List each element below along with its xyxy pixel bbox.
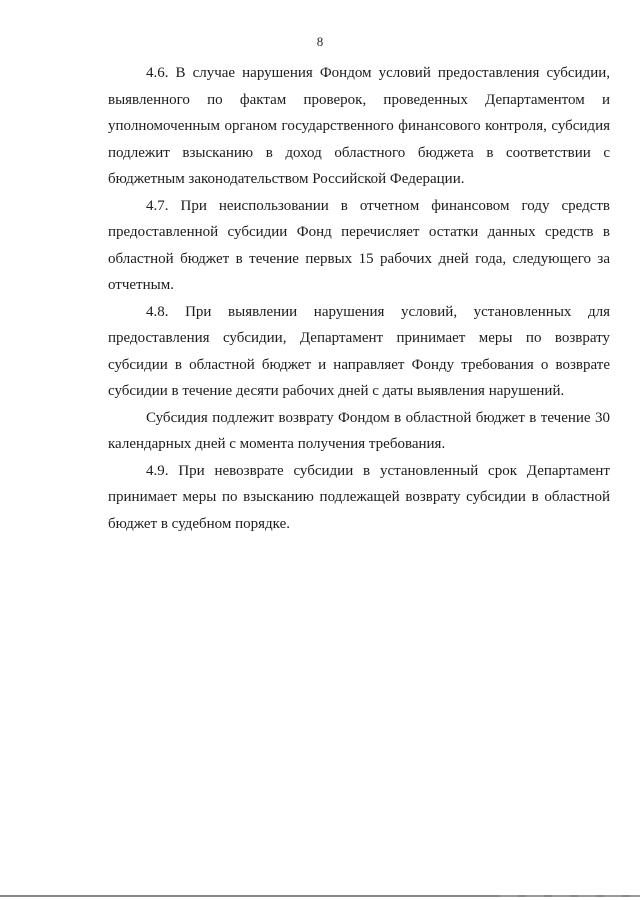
paragraph-4-7: 4.7. При неиспользовании в отчетном финансовом году средств предоставленной субсидии Фонд перечисляет остатки данных средств в областной бюджет в течение первых 15 рабочих дней года, следующего за отчетным.: [108, 197, 610, 293]
page-number: 8: [316, 34, 324, 49]
document-body: [108, 60, 610, 537]
paragraph-4-6: 4.6. В случае нарушения Фондом условий предоставления субсидии, выявленного по фактам проверок, проведенных Департаментом и уполномоченным органом государственного финансового контроля, субсидия подлежит взысканию в доход областного бюджета в соответствии с бюджетным законодательством Российской Федерации.: [108, 65, 610, 187]
scan-edge-dashes: [500, 895, 640, 897]
paragraph-4-8: 4.8. При выявлении нарушения условий, установленных для предоставления субсидии, Департамент принимает меры по возврату субсидии в областной бюджет и направляет Фонду требования о возврате субсидии в течение десяти рабочих дней с даты выявления нарушений.: [108, 303, 610, 399]
paragraph-subsidy-return: Субсидия подлежит возврату Фондом в областной бюджет в течение 30 календарных дней с момента получения требования.: [108, 409, 610, 452]
paragraph-4-9: 4.9. При невозврате субсидии в установленный срок Департамент принимает меры по взысканию подлежащей возврату субсидии в областной бюджет в судебном порядке.: [108, 462, 610, 532]
